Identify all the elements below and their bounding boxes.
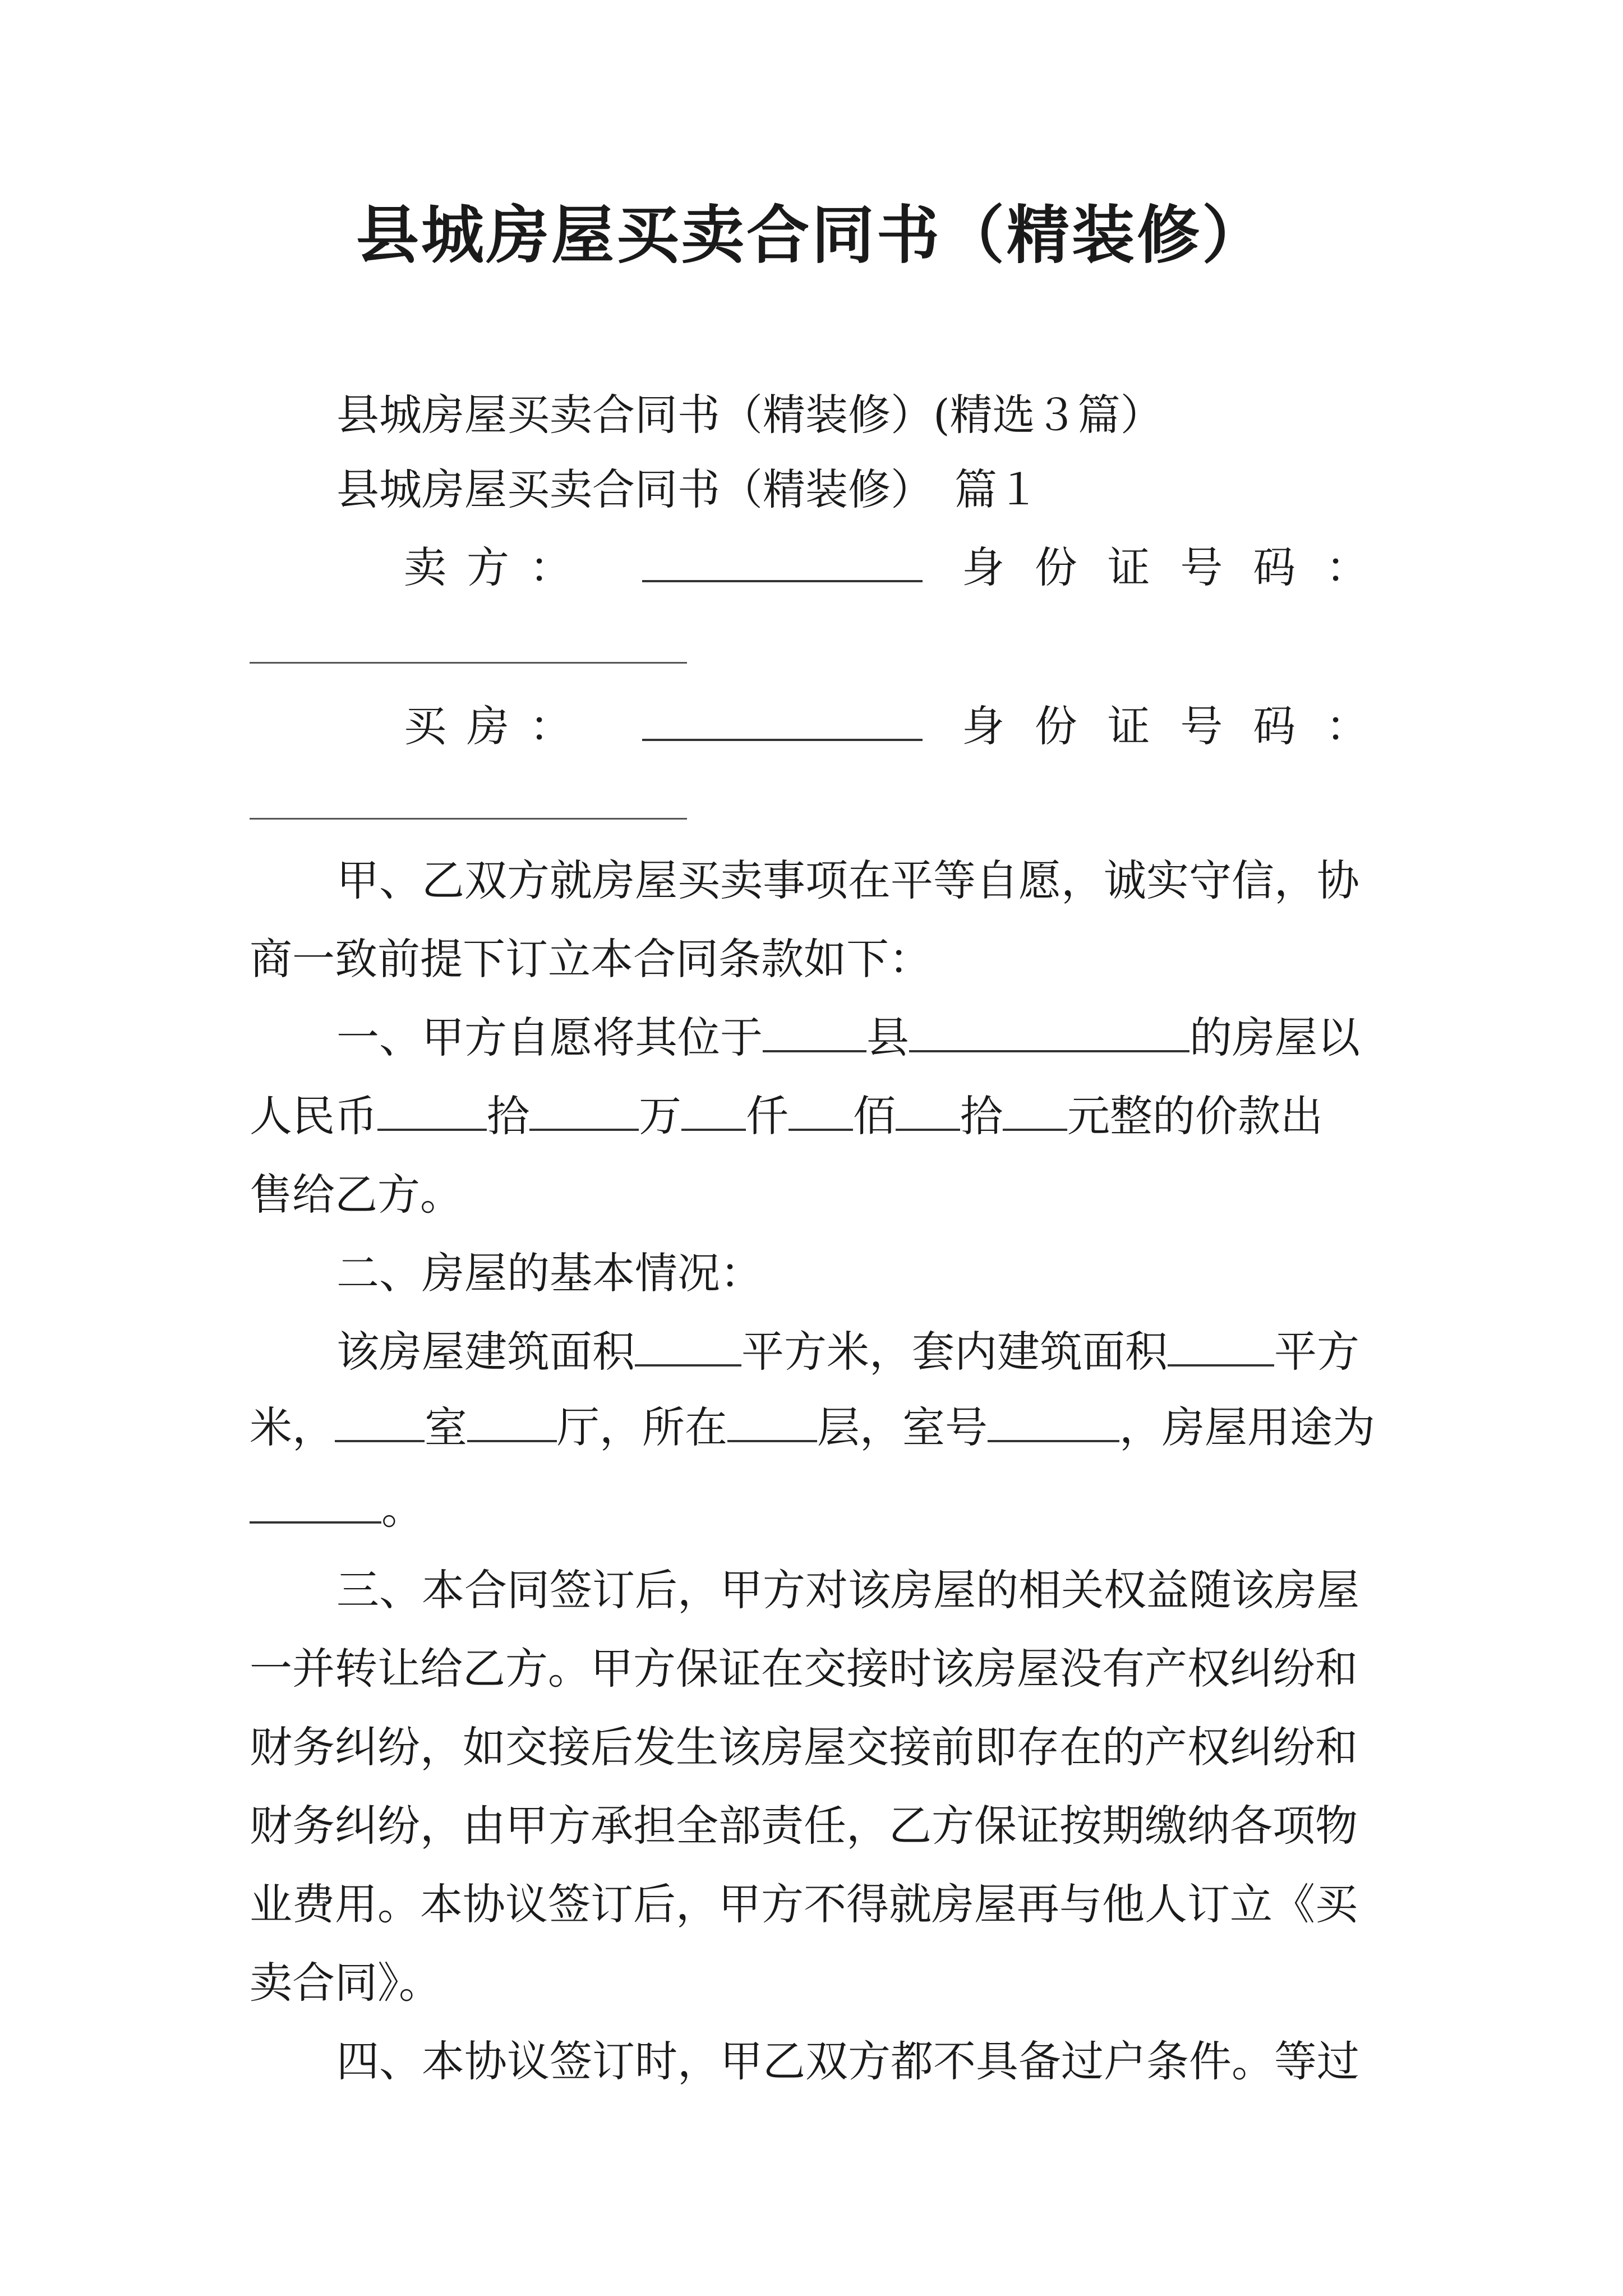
document-subtitle: 县城房屋买卖合同书（精装修）(精选３篇） [336,390,1163,440]
buyer-row [404,698,1391,754]
buyer-name-blank [642,705,923,741]
price-blank [896,1095,960,1131]
halls-blank [467,1406,557,1442]
clause-2-line-2: 米， 室 厅，所在 层，室号 ，房屋用途为 [250,1402,1375,1452]
clause-4-line-1: 四、本协议签订时，甲乙双方都不具备过户条件。等过 [336,2036,1359,2086]
clause-2-heading: 二、房屋的基本情况： [336,1248,763,1298]
price-blank [377,1095,487,1131]
price-blank [681,1095,746,1131]
seller-id-label: 身 份 证 号 码 ： [962,542,1368,592]
intro-line-2: 商一致前提下订立本合同条款如下： [250,934,932,984]
inner-area-blank [1168,1331,1274,1366]
clause-1-line-3: 售给乙方。 [250,1170,463,1220]
county-blank [763,1016,866,1052]
room-number-blank [988,1406,1119,1442]
floor-blank [727,1406,817,1442]
clause-1-line-1: 一、甲方自愿将其位于 县 的房屋以 [336,1013,1360,1062]
clause-1-line-2: 人民币 拾 万 仟 佰 拾 元整的价款出 [250,1091,1323,1141]
document-title: 县城房屋买卖合同书（精装修） [356,199,1267,272]
address-blank [909,1016,1189,1052]
usage-blank [250,1488,381,1524]
clause-3-line-6: 卖合同》。 [250,1958,441,2008]
clause-2-line-3: 。 [250,1481,1394,1537]
buyer-id-blank [250,818,687,820]
section-heading: 县城房屋买卖合同书（精装修） 篇１ [336,464,1040,514]
clause-3-line-5: 业费用。本协议签订后，甲方不得就房屋再与他人订立《买 [250,1879,1358,1929]
clause-3-line-4: 财务纠纷，由甲方承担全部责任，乙方保证按期缴纳各项物 [250,1801,1358,1851]
price-blank [789,1095,853,1131]
clause-3-line-1: 三、本合同签订后，甲方对该房屋的相关权益随该房屋 [336,1565,1359,1615]
seller-name-blank [642,546,923,582]
buyer-id-label: 身 份 证 号 码 ： [962,701,1368,751]
rooms-blank [335,1406,425,1442]
clause-3-line-2: 一并转让给乙方。甲方保证在交接时该房屋没有产权纠纷和 [250,1644,1358,1694]
clause-2-line-1: 该房屋建筑面积 平方米，套内建筑面积 平方 [336,1327,1359,1377]
seller-label: 卖 方 ： [404,542,572,592]
price-blank [529,1095,639,1131]
buyer-label: 买 房 ： [404,701,572,751]
price-blank [1003,1095,1067,1131]
area-blank [635,1331,741,1366]
intro-paragraph: 甲、乙双方就房屋买卖事项在平等自愿，诚实守信，协 [336,855,1359,905]
seller-row [404,540,1391,596]
seller-id-blank [250,662,687,664]
clause-3-line-3: 财务纠纷，如交接后发生该房屋交接前即存在的产权纠纷和 [250,1722,1358,1772]
